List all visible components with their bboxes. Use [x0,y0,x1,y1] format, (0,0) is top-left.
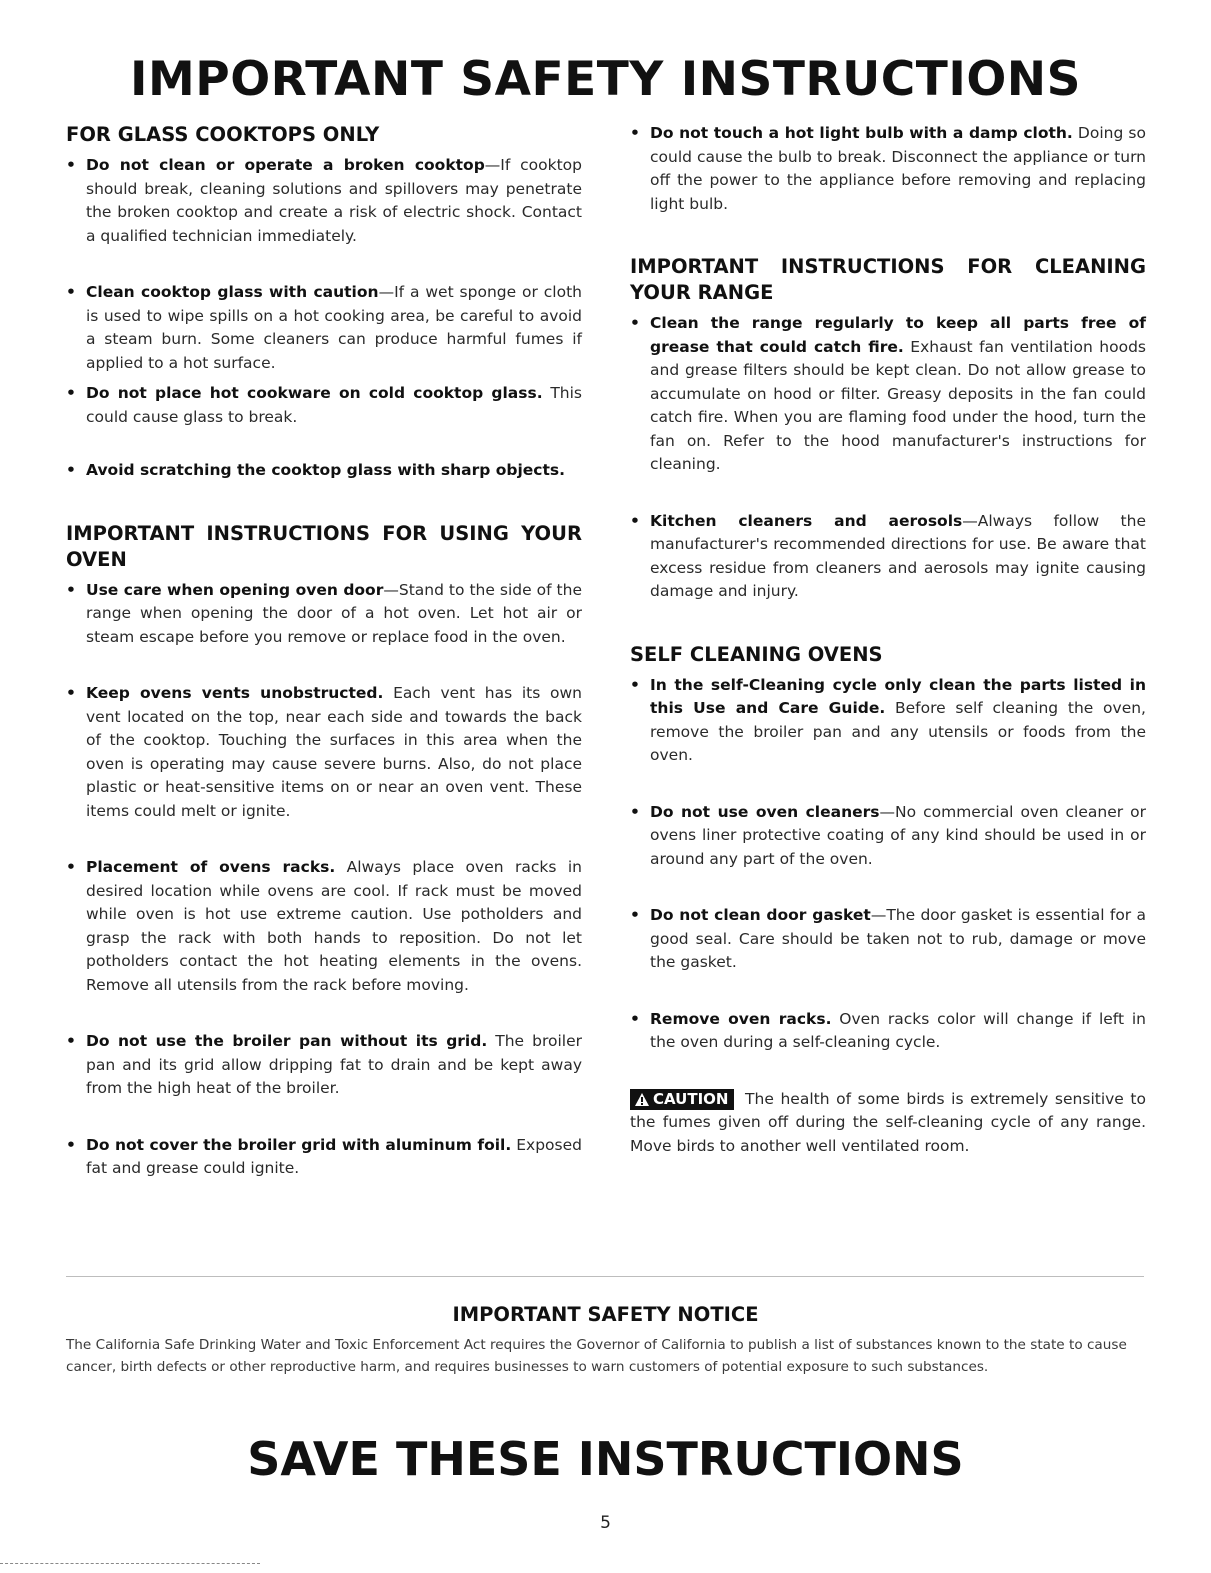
section-cleaning-range [630,254,1146,604]
list-item [66,459,582,483]
divider [66,1276,1144,1277]
bullet-icon: • [630,675,640,694]
bullet-icon: • [66,384,76,402]
item-lead: Keep ovens vents unobstructed. [86,684,384,702]
list-item [630,674,1146,768]
item-text: The broiler pan and its grid allow dripping fat to drain and be kept away from the high heat of the broiler. [86,1032,582,1097]
item-text: Exhaust fan ventilation hoods and grease filters should be kept clean. Do not allow grease to accumulate on hood or filter. Greasy deposits in the fan could catch fire. When you are flaming food under the hood, turn the fan on. Refer to the hood manufacturer's instructions for cleaning. [650,337,1146,473]
bullet-icon: • [630,124,640,142]
item-lead: Use care when opening oven door [86,580,384,599]
left-column [66,122,582,1181]
bullet-icon: • [66,684,76,702]
list-item [66,382,582,429]
caution-badge [630,1089,734,1110]
warning-triangle-icon [634,1092,650,1107]
section-heading: IMPORTANT INSTRUCTIONS FOR USING YOUR OVEN [66,521,582,571]
list-item [630,801,1146,872]
item-text: —If cooktop should break, cleaning solutions and spillovers may penetrate the broken cooktop and create a risk of electric shock. Contact a qualified technician immediately. [86,156,582,245]
list-item [66,281,582,375]
item-text: This could cause glass to break. [86,384,583,426]
item-lead: Remove oven racks. [650,1009,832,1028]
bullet-icon: • [630,906,640,924]
caution-badge-label: CAUTION [653,1089,729,1108]
item-text: —Always follow the manufacturer's recommended directions for use. Be aware that excess residue from cleaners and aerosols may ignite causing damage and injury. [650,511,1146,600]
bullet-icon: • [630,511,640,530]
item-lead: Do not use oven cleaners [650,802,880,821]
bullet-icon: • [66,1135,76,1154]
list-item [66,682,582,823]
list-item [66,579,582,650]
item-text: —No commercial oven cleaner or ovens liner protective coating of any kind should be used in or around any part of the oven. [650,802,1146,868]
page-title: IMPORTANT SAFETY INSTRUCTIONS [130,52,1081,107]
caution-text: The health of some birds is extremely sensitive to the fumes given off during the self-cleaning cycle of any range. Move birds to another well ventilated room. [630,1089,1146,1155]
page-number: 5 [600,1513,611,1533]
right-column [630,122,1146,1158]
item-text: —If a wet sponge or cloth is used to wipe spills on a hot cooking area, be careful to avoid a steam burn. Some cleaners can produce harmful fumes if applied to a hot surface. [86,283,582,372]
list-item [66,1134,582,1181]
item-text: Doing so could cause the bulb to break. Disconnect the appliance or turn off the power to the appliance before removing and replacing light bulb. [650,124,1146,213]
item-lead: Clean the range regularly to keep all parts free of grease that could catch fire. [650,314,1146,356]
bullet-icon: • [66,580,76,599]
item-lead: Avoid scratching the cooktop glass with sharp objects. [86,461,566,479]
item-lead: Do not use the broiler pan without its grid. [86,1032,488,1050]
section-light-bulb [630,122,1146,216]
bullet-icon: • [630,1009,640,1028]
bullet-icon: • [630,802,640,821]
item-text: —Stand to the side of the range when opening the door of a hot oven. Let hot air or steam escape before you remove or replace food in the oven. [86,580,582,646]
list-item [66,154,582,248]
scan-edge-line [0,1563,260,1564]
caution-note [630,1088,1146,1159]
notice-body: The California Safe Drinking Water and Toxic Enforcement Act requires the Governor of California to publish a list of substances known to the state to cause cancer, birth defects or other reproductive harm, and requires businesses to warn customers of potential exposure to such substances. [66,1337,1127,1375]
save-instructions-title: SAVE THESE INSTRUCTIONS [247,1432,964,1486]
item-lead: In the self-Cleaning cycle only clean the parts listed in this Use and Care Guide. [650,675,1146,717]
bullet-icon: • [66,156,76,174]
bullet-icon: • [66,1032,76,1050]
notice-heading: IMPORTANT SAFETY NOTICE [452,1303,759,1326]
bullet-icon: • [66,461,76,479]
bullet-icon: • [66,858,76,876]
list-item [66,1030,582,1101]
item-text: Each vent has its own vent located on the top, near each side and towards the back of the cooktop. Touching the surfaces in this area when the oven is operating may cause severe burns. Also, do not place plastic or heat-sensitive items on or near an oven vent. These items could melt or ignite. [86,684,582,820]
list-item [630,122,1146,216]
item-text: Exposed fat and grease could ignite. [86,1135,582,1177]
section-self-cleaning [630,642,1146,1055]
item-text: Oven racks color will change if left in the oven during a self-cleaning cycle. [650,1009,1147,1051]
item-lead: Do not place hot cookware on cold cooktop glass. [86,384,543,402]
list-item [630,1008,1146,1055]
item-text: Always place oven racks in desired location while ovens are cool. If rack must be moved while oven is hot use extreme caution. Use potholders and grasp the rack with both hands to reposition. Do not let potholders contact the hot heating elements in the ovens. Remove all utensils from the rack before moving. [86,858,582,994]
list-item [630,904,1146,975]
list-item [66,856,582,997]
section-using-oven [66,521,582,1181]
item-lead: Do not clean door gasket [650,906,871,924]
section-glass-cooktops [66,122,582,483]
item-lead: Placement of ovens racks. [86,858,336,876]
item-lead: Clean cooktop glass with caution [86,283,379,301]
item-lead: Do not clean or operate a broken cooktop [86,156,485,174]
section-heading: IMPORTANT INSTRUCTIONS FOR CLEANING YOUR RANGE [630,255,1146,304]
item-text: —The door gasket is essential for a good seal. Care should be taken not to rub, damage or move the gasket. [650,906,1146,971]
item-text: Before self cleaning the oven, remove the broiler pan and any utensils or foods from the oven. [650,699,1146,764]
item-lead: Kitchen cleaners and aerosols [650,511,963,530]
bullet-icon: • [630,314,640,332]
list-item [630,312,1146,477]
item-lead: Do not touch a hot light bulb with a damp cloth. [650,124,1073,142]
list-item [630,510,1146,604]
item-lead: Do not cover the broiler grid with aluminum foil. [86,1135,512,1154]
section-heading: SELF CLEANING OVENS [630,642,883,666]
bullet-icon: • [66,283,76,301]
section-heading: FOR GLASS COOKTOPS ONLY [66,123,380,146]
